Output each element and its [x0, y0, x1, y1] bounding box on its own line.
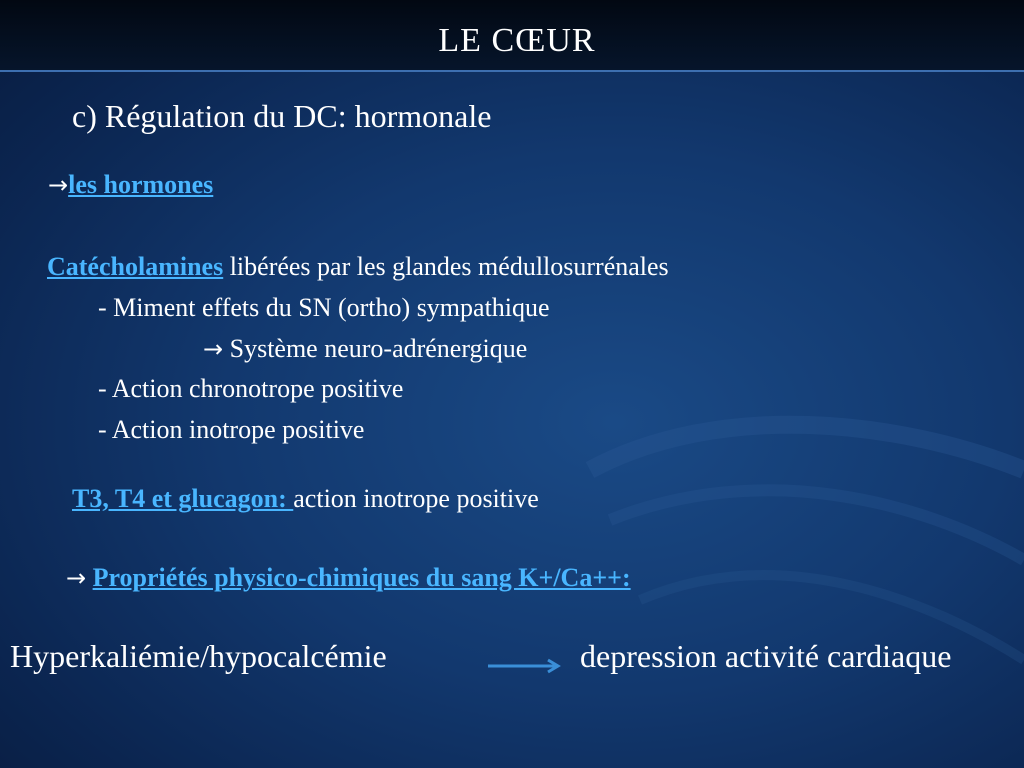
t3t4-text: action inotrope positive	[293, 484, 539, 513]
catecholamines-text: libérées par les glandes médullosurrénales	[223, 252, 669, 281]
catecholamines-link[interactable]: Catécholamines	[47, 252, 224, 281]
hormones-heading-link[interactable]: les hormones	[68, 170, 214, 199]
catecholamines-line4: - Action inotrope positive	[98, 415, 365, 444]
t3t4-line	[72, 484, 539, 514]
catecholamines-line1: - Miment effets du SN (ortho) sympathique	[98, 293, 550, 322]
bottom-right-text: depression activité cardiaque	[580, 638, 952, 674]
arrow-icon: →	[48, 171, 69, 199]
arrow-icon: →	[66, 564, 87, 592]
t3t4-link[interactable]: T3, T4 et glucagon:	[72, 484, 294, 513]
neuro-adrenergic-text: Système neuro-adrénergique	[229, 334, 528, 363]
arrow-icon: →	[203, 335, 224, 363]
catecholamines-line	[47, 252, 669, 282]
properties-heading-row	[66, 563, 631, 593]
hormones-heading-row	[48, 170, 213, 200]
slide-subtitle: c) Régulation du DC: hormonale	[72, 98, 492, 134]
catecholamines-line3: - Action chronotrope positive	[98, 374, 404, 403]
long-arrow-icon	[486, 656, 566, 676]
properties-heading-link[interactable]: Propriétés physico-chimiques du sang K+/Ca++:	[92, 563, 631, 592]
catecholamines-line2	[203, 334, 527, 364]
bottom-left-text: Hyperkaliémie/hypocalcémie	[10, 638, 387, 674]
slide-title: LE CŒUR	[438, 22, 596, 59]
